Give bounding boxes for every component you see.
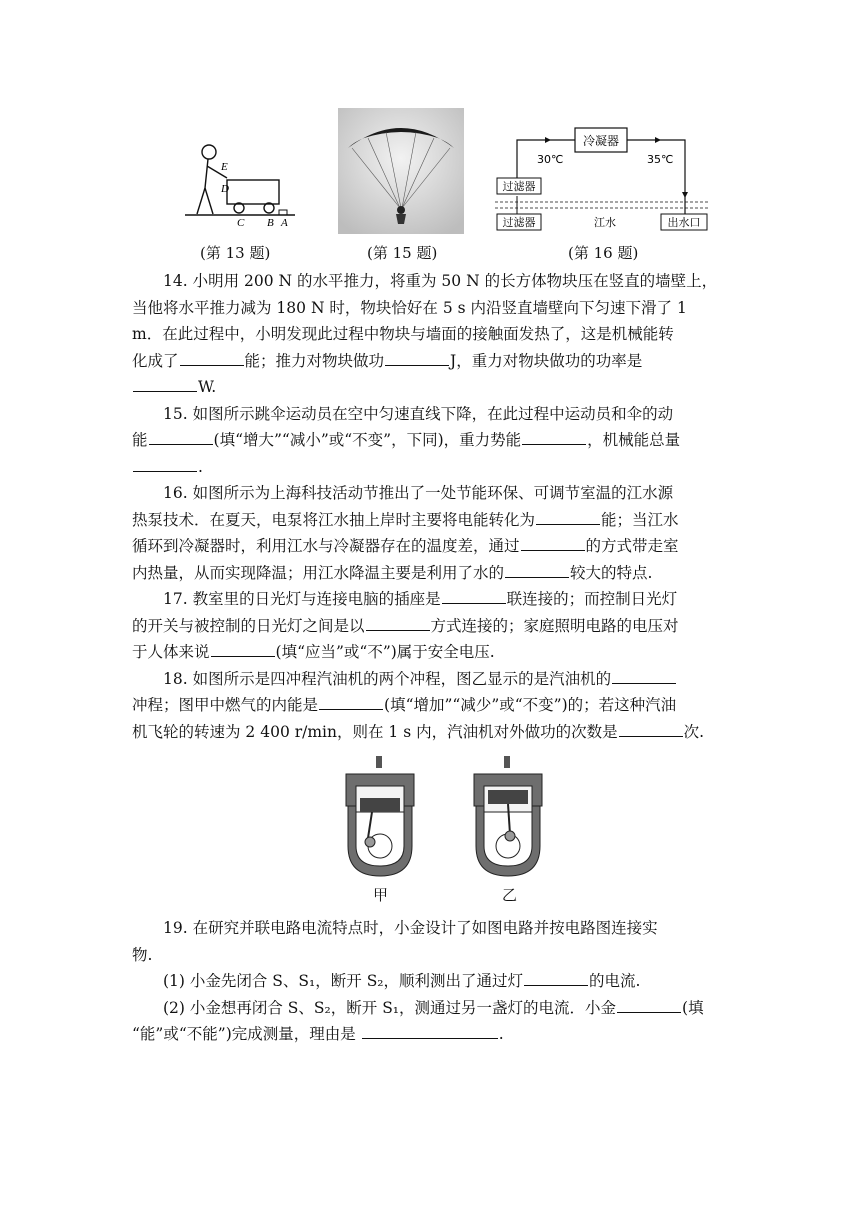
- temp-35: 35℃: [647, 153, 674, 166]
- q16-text: 热泵技术．在夏天，电泵将江水抽上岸时主要将电能转化为: [132, 510, 536, 529]
- question-18: [132, 666, 732, 746]
- q17-text: 17. 教室里的日光灯与连接电脑的插座是: [163, 590, 441, 608]
- figure-row: [0, 100, 860, 270]
- q18-text: 冲程；图甲中燃气的内能是: [132, 696, 319, 714]
- q18-text: 18. 如图所示是四冲程汽油机的两个冲程，图乙显示的是汽油机的: [163, 669, 612, 688]
- q16-text: 的方式带走室: [585, 537, 679, 555]
- engine-jia-diagram: [342, 756, 418, 880]
- label-yi: 乙: [502, 886, 518, 904]
- label-b: B: [267, 217, 274, 229]
- outlet-label: 出水口: [667, 216, 701, 229]
- question-19-part-2: [132, 995, 732, 1048]
- label-jia: 甲: [373, 886, 389, 904]
- answer-blank[interactable]: [133, 457, 197, 472]
- q14-text: 化成了: [132, 351, 179, 370]
- q17-text: 的开关与被控制的日光灯之间是以: [132, 616, 365, 635]
- q17-text: 方式连接的；家庭照明电路的电压对: [430, 616, 679, 635]
- condenser-label: 冷凝器: [582, 134, 620, 148]
- q17-text: (填“应当”或“不”)属于安全电压.: [275, 643, 495, 661]
- q14-text: 能；推力对物块做功: [244, 351, 385, 370]
- q16-text: 较大的特点.: [570, 563, 653, 582]
- q19-text: “能”或“不能”)完成测量，理由是: [132, 1025, 356, 1043]
- answer-blank[interactable]: [521, 536, 585, 551]
- figure-16-heat-pump: [495, 118, 710, 236]
- question-19-block: [132, 915, 732, 1048]
- q14-line-3: m．在此过程中，小明发现此过程中物块与墙面的接触面发热了，这是机械能转: [132, 325, 674, 343]
- question-19: [132, 915, 732, 968]
- q14-line-1: 14. 小明用 200 N 的水平推力，将重为 50 N 的长方体物块压在竖直的墙壁上，: [163, 272, 718, 290]
- answer-blank[interactable]: [362, 1024, 498, 1039]
- q14-text: J，重力对物块做功的功率是: [450, 351, 643, 370]
- question-14: [132, 268, 732, 401]
- figure-13-cart: [185, 140, 295, 229]
- q18-text: 机飞轮的转速为 2 400 r/min，则在 1 s 内，汽油机对外做功的次数是: [132, 722, 618, 741]
- q16-text: 能；当江水: [601, 510, 679, 529]
- q16-text: 循环到冷凝器时，利用江水与冷凝器存在的温度差，通过: [132, 537, 520, 555]
- question-16: [132, 480, 732, 586]
- q16-text: 内热量，从而实现降温；用江水降温主要是利用了水的: [132, 563, 505, 582]
- q19-text: (1) 小金先闭合 S、S₁，断开 S₂，顺利测出了通过灯: [163, 972, 524, 990]
- answer-blank[interactable]: [385, 351, 449, 366]
- q15-text: ，机械能总量: [587, 431, 681, 449]
- figure-15-parachute: [338, 108, 464, 234]
- answer-blank[interactable]: [612, 669, 676, 684]
- q17-text: 联连接的；而控制日光灯: [506, 590, 678, 608]
- label-c: C: [237, 217, 245, 229]
- answer-blank[interactable]: [524, 971, 588, 986]
- q18-text: (填“增加”“减少”或“不变”)的；若这种汽油: [384, 696, 677, 714]
- answer-blank[interactable]: [366, 616, 430, 631]
- q15-line-1: 15. 如图所示跳伞运动员在空中匀速直线下降，在此过程中运动员和伞的动: [163, 404, 674, 423]
- questions-block: [132, 268, 732, 745]
- q14-line-2: 当他将水平推力减为 180 N 时，物块恰好在 5 s 内沿竖直墙壁向下匀速下滑了 1: [132, 298, 687, 317]
- answer-blank[interactable]: [211, 642, 275, 657]
- filter-bottom-label: 过滤器: [502, 216, 536, 229]
- engine-figures: [330, 756, 550, 906]
- q14-text: W.: [198, 378, 217, 396]
- q17-text: 于人体来说: [132, 643, 210, 661]
- label-d: D: [221, 183, 229, 195]
- q19-text: .: [498, 1025, 504, 1043]
- filter-top-label: 过滤器: [502, 180, 536, 193]
- q19-line-2: 物.: [132, 945, 153, 964]
- answer-blank[interactable]: [133, 377, 197, 392]
- answer-blank[interactable]: [149, 430, 213, 445]
- answer-blank[interactable]: [180, 351, 244, 366]
- q15-text: .: [198, 457, 203, 476]
- q15-text: 能: [132, 431, 148, 449]
- answer-blank[interactable]: [522, 430, 586, 445]
- answer-blank[interactable]: [505, 563, 569, 578]
- q19-text: (填: [682, 998, 704, 1017]
- label-e: E: [221, 161, 228, 173]
- caption-15: (第 15 题): [367, 244, 438, 262]
- q19-text: (2) 小金想再闭合 S、S₂，断开 S₁，测通过另一盏灯的电流．小金: [163, 998, 617, 1017]
- answer-blank[interactable]: [442, 589, 506, 604]
- q18-text: 次.: [683, 722, 705, 741]
- caption-16: (第 16 题): [568, 244, 639, 262]
- answer-blank[interactable]: [619, 722, 683, 737]
- caption-13: (第 13 题): [200, 244, 271, 262]
- q19-line-1: 19. 在研究并联电路电流特点时，小金设计了如图电路并按电路图连接实: [163, 919, 658, 937]
- q16-line-1: 16. 如图所示为上海科技活动节推出了一处节能环保、可调节室温的江水源: [163, 484, 674, 502]
- answer-blank[interactable]: [617, 998, 681, 1013]
- question-15: [132, 401, 732, 481]
- question-17: [132, 586, 732, 666]
- temp-30: 30℃: [537, 153, 564, 166]
- answer-blank[interactable]: [536, 510, 600, 525]
- engine-yi-diagram: [470, 756, 546, 880]
- question-19-part-1: [132, 968, 732, 995]
- river-label: 江水: [594, 216, 616, 229]
- answer-blank[interactable]: [319, 695, 383, 710]
- label-a: A: [281, 217, 288, 229]
- q15-text: (填“增大”“减小”或“不变”，下同)，重力势能: [213, 431, 522, 449]
- q19-text: 的电流.: [589, 972, 641, 990]
